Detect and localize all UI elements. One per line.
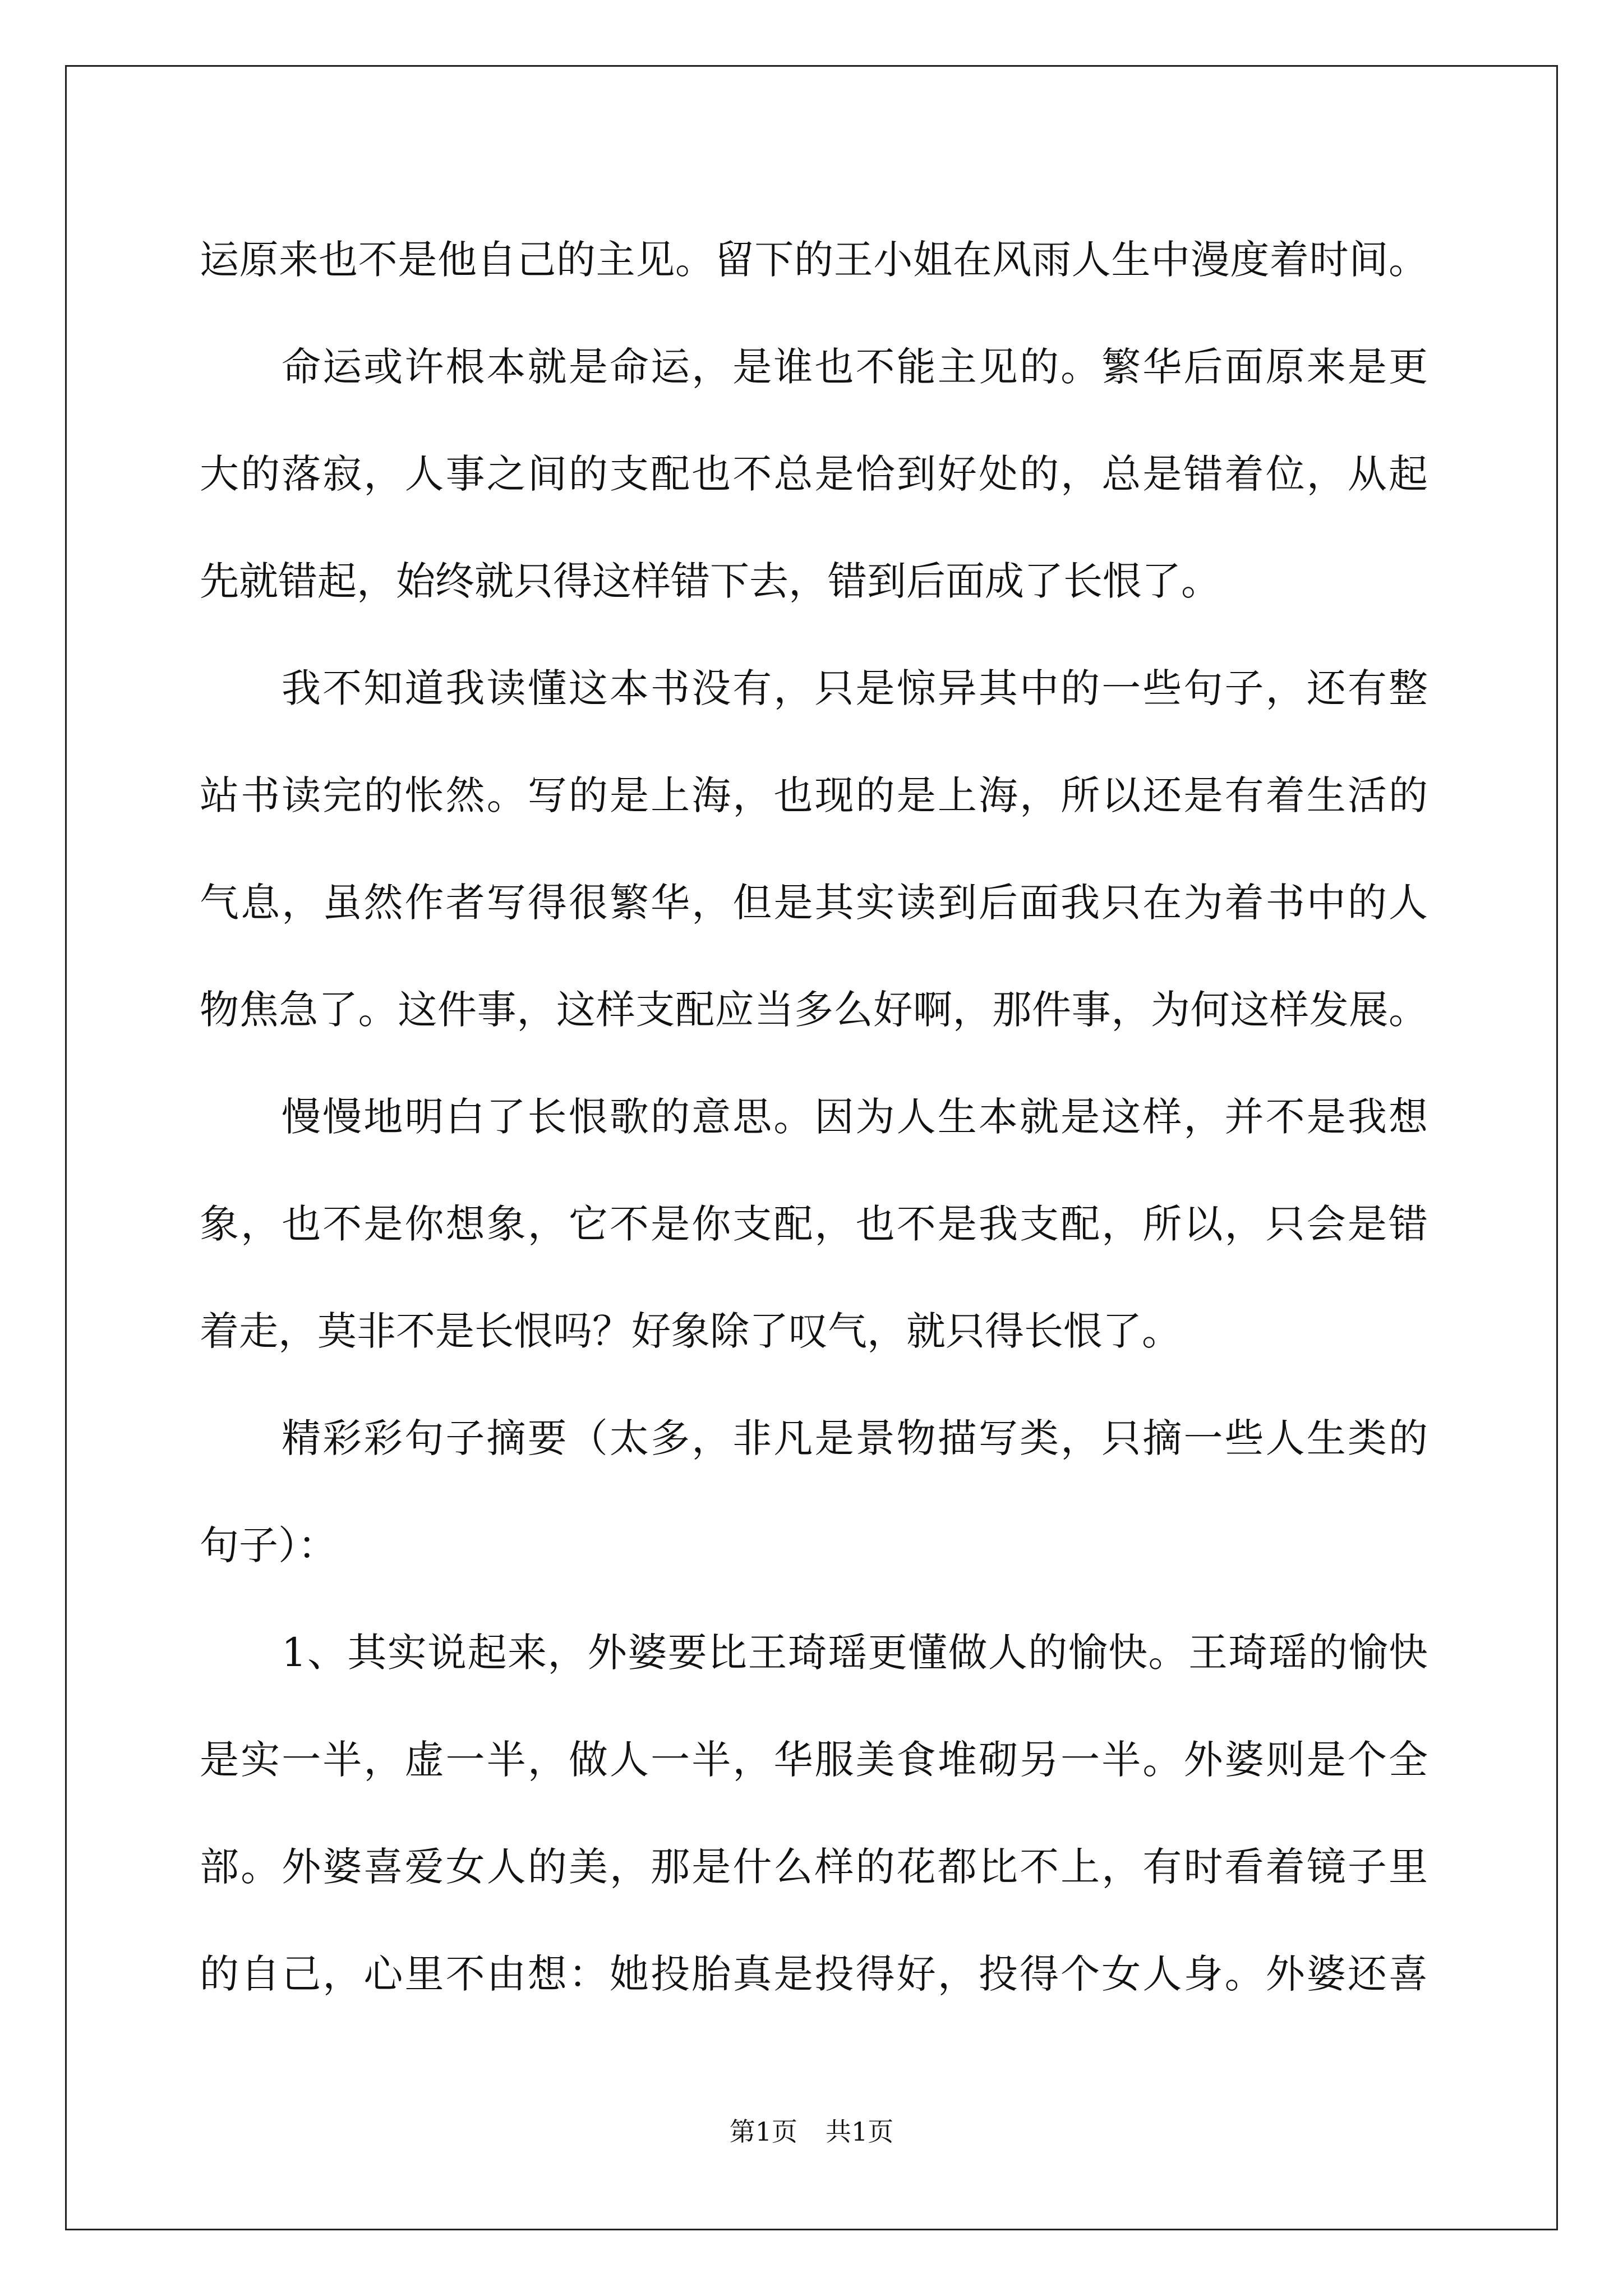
text-line-4: 先就错起，始终就只得这样错下去，错到后面成了长恨了。 [200, 558, 1220, 604]
text-line-16: 部。外婆喜爱女人的美，那是什么样的花都比不上，有时看着镜子里 [200, 1844, 1428, 1890]
text-line-7: 气息，虽然作者写得很繁华，但是其实读到后面我只在为着书中的人 [200, 880, 1428, 926]
text-line-2: 命运或许根本就是命运，是谁也不能主见的。繁华后面原来是更 [282, 344, 1428, 390]
text-line-12: 精彩彩句子摘要（太多，非凡是景物描写类，只摘一些人生类的 [282, 1415, 1428, 1461]
document-body [200, 206, 1428, 2028]
page-number: 第1页 [729, 2116, 797, 2147]
text-line-1: 运原来也不是他自己的主见。留下的王小姐在风雨人生中漫度着时间。 [200, 237, 1428, 283]
text-line-13: 句子）： [200, 1522, 337, 1568]
text-line-14: 1、其实说起来，外婆要比王琦瑶更懂做人的愉快。王琦瑶的愉快 [282, 1630, 1428, 1676]
text-line-5: 我不知道我读懂这本书没有，只是惊异其中的一些句子，还有整 [282, 665, 1428, 711]
text-line-15: 是实一半，虚一半，做人一半，华服美食堆砌另一半。外婆则是个全 [200, 1737, 1428, 1783]
text-line-9: 慢慢地明白了长恨歌的意思。因为人生本就是这样，并不是我想 [282, 1094, 1428, 1140]
text-line-3: 大的落寂，人事之间的支配也不总是恰到好处的，总是错着位，从起 [200, 451, 1428, 497]
text-line-10: 象，也不是你想象，它不是你支配，也不是我支配，所以，只会是错 [200, 1201, 1428, 1247]
text-line-6: 站书读完的怅然。写的是上海，也现的是上海，所以还是有着生活的 [200, 772, 1428, 818]
text-line-11: 着走，莫非不是长恨吗？好象除了叹气，就只得长恨了。 [200, 1308, 1181, 1354]
page-footer [0, 2115, 1623, 2148]
page-total: 共1页 [826, 2116, 894, 2147]
text-line-8: 物焦急了。这件事，这样支配应当多么好啊，那件事，为何这样发展。 [200, 987, 1428, 1033]
text-line-17: 的自己，心里不由想：她投胎真是投得好，投得个女人身。外婆还喜 [200, 1951, 1428, 1997]
